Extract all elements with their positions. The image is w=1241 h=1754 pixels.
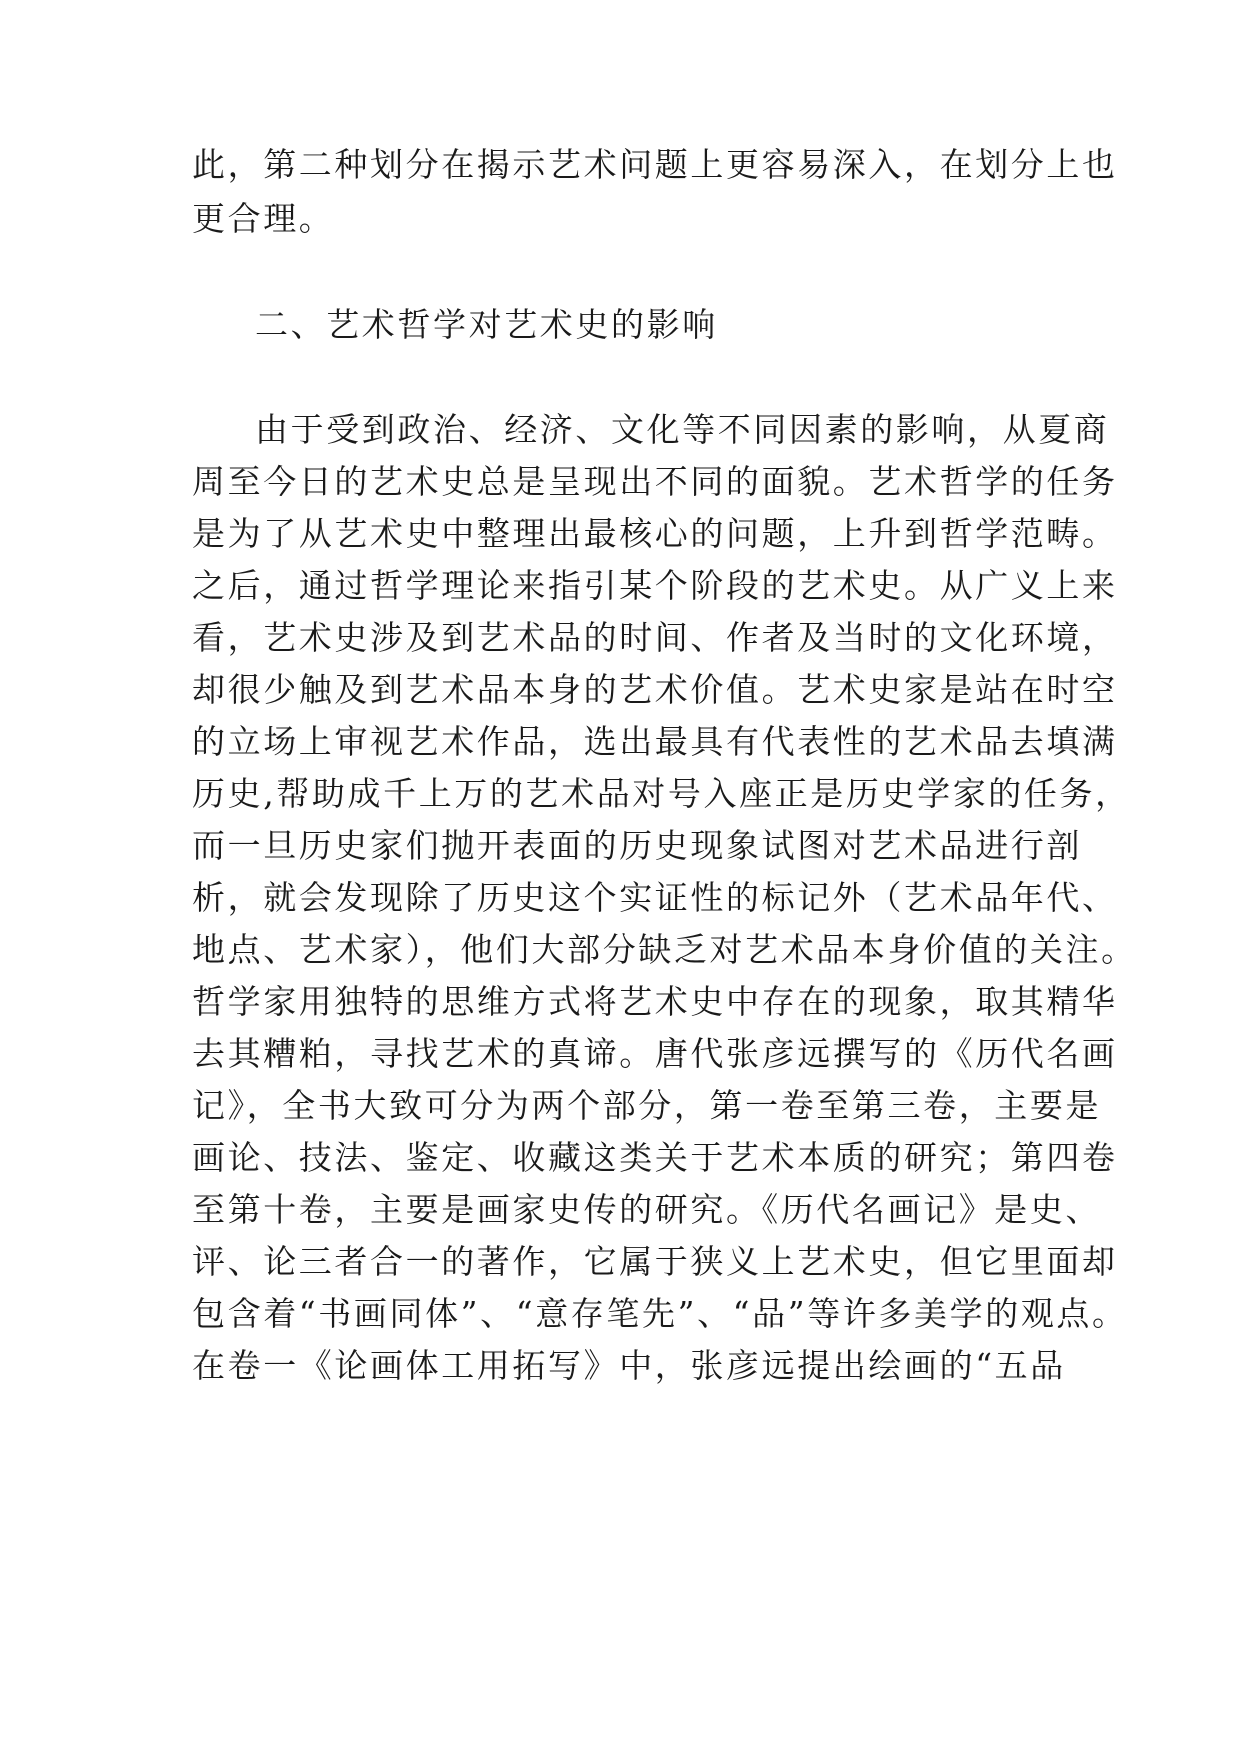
text-line: 看，艺术史涉及到艺术品的时间、作者及当时的文化环境， <box>192 618 1118 657</box>
text-line: 在卷一《论画体工用拓写》中，张彦远提出绘画的“五品 <box>192 1346 1066 1385</box>
text-line: 由于受到政治、经济、文化等不同因素的影响，从夏商 <box>255 410 1110 449</box>
text-line: 的立场上审视艺术作品，选出最具有代表性的艺术品去填满 <box>192 722 1118 761</box>
text-line: 此，第二种划分在揭示艺术问题上更容易深入，在划分上也 <box>192 145 1118 184</box>
text-line: 更合理。 <box>192 199 335 238</box>
text-line: 周至今日的艺术史总是呈现出不同的面貌。艺术哲学的任务 <box>192 462 1118 501</box>
text-line: 记》，全书大致可分为两个部分，第一卷至第三卷，主要是 <box>192 1086 1102 1125</box>
text-line: 至第十卷，主要是画家史传的研究。《历代名画记》是史、 <box>192 1190 1102 1229</box>
text-line: 哲学家用独特的思维方式将艺术史中存在的现象，取其精华 <box>192 982 1118 1021</box>
text-line: 历史,帮助成千上万的艺术品对号入座正是历史学家的任务， <box>192 774 1131 813</box>
text-line: 是为了从艺术史中整理出最核心的问题，上升到哲学范畴。 <box>192 514 1118 553</box>
text-line: 包含着“书画同体”、“意存笔先”、“品”等许多美学的观点。 <box>192 1294 1128 1333</box>
text-line: 析，就会发现除了历史这个实证性的标记外（艺术品年代、 <box>192 878 1118 917</box>
text-line: 画论、技法、鉴定、收藏这类关于艺术本质的研究；第四卷 <box>192 1138 1118 1177</box>
text-line: 却很少触及到艺术品本身的艺术价值。艺术史家是站在时空 <box>192 670 1118 709</box>
text-line: 地点、艺术家），他们大部分缺乏对艺术品本身价值的关注。 <box>192 930 1137 969</box>
text-line: 评、论三者合一的著作，它属于狭义上艺术史，但它里面却 <box>192 1242 1118 1281</box>
section-heading: 二、艺术哲学对艺术史的影响 <box>255 305 718 344</box>
text-line: 去其糟粕，寻找艺术的真谛。唐代张彦远撰写的《历代名画 <box>192 1034 1118 1073</box>
text-line: 之后，通过哲学理论来指引某个阶段的艺术史。从广义上来 <box>192 566 1118 605</box>
text-line: 而一旦历史家们抛开表面的历史现象试图对艺术品进行剖 <box>192 826 1082 865</box>
